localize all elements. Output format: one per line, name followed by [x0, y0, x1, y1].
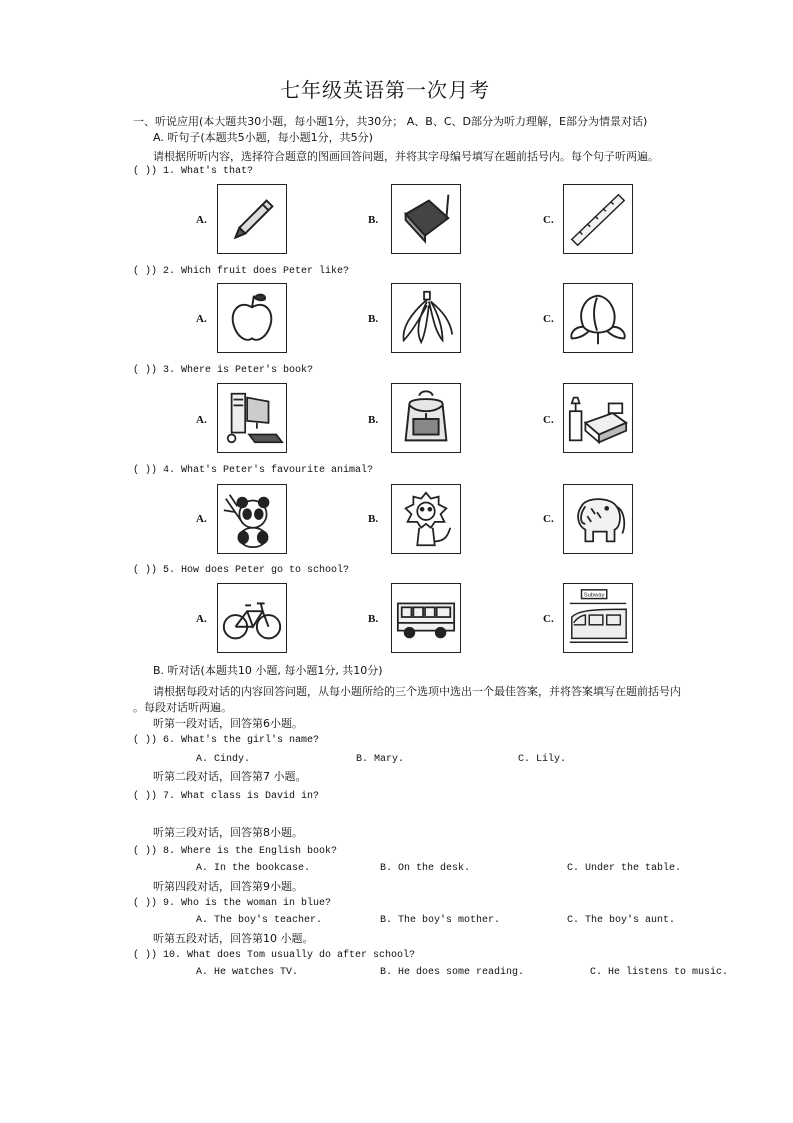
option-label: A.	[196, 613, 207, 625]
answer-blank[interactable]: ( )	[133, 365, 152, 376]
question-1: ( )) 1. What's that?	[133, 166, 254, 177]
bed-icon	[563, 383, 633, 453]
part-b-instruction: 请根据每段对话的内容回答问题，从每小题所给的三个选项中选出一个最佳答案，并将答案填写在题前括号内	[153, 685, 681, 698]
part-b-instruction-cont: 。每段对话听两遍。	[133, 701, 232, 714]
option-c: C. Lily.	[518, 754, 567, 765]
option-c: C. Under the table.	[567, 863, 682, 874]
option-label: C.	[543, 613, 554, 625]
ruler-icon	[563, 184, 633, 254]
answer-blank[interactable]: ( )	[133, 465, 152, 476]
eraser-icon	[391, 184, 461, 254]
page-title: 七年级英语第一次月考	[280, 78, 490, 102]
panda-icon	[217, 484, 287, 554]
question-5: ( )) 5. How does Peter go to school?	[133, 565, 350, 576]
option-c: C. The boy's aunt.	[567, 915, 676, 926]
question-2: ( )) 2. Which fruit does Peter like?	[133, 266, 350, 277]
question-9: ( )) 9. Who is the woman in blue?	[133, 898, 332, 909]
question-3: ( )) 3. Where is Peter's book?	[133, 365, 314, 376]
lion-icon	[391, 484, 461, 554]
part-b-title: B. 听对话(本题共10 小题, 每小题1分, 共10分)	[153, 664, 383, 677]
dialogue-lead: 听第四段对话，回答第9小题。	[153, 880, 303, 893]
schoolbag-icon	[391, 383, 461, 453]
option-label: C.	[543, 214, 554, 226]
dialogue-lead: 听第一段对话，回答第6小题。	[153, 717, 303, 730]
option-label: A.	[196, 414, 207, 426]
option-b: B. On the desk.	[380, 863, 471, 874]
subway-sign-text: Subway	[583, 592, 605, 599]
answer-blank[interactable]: ( )	[133, 898, 152, 909]
answer-blank[interactable]: ( )	[133, 846, 152, 857]
option-label: C.	[543, 414, 554, 426]
option-b: B. Mary.	[356, 754, 405, 765]
option-label: B.	[368, 613, 379, 625]
answer-blank[interactable]: ( )	[133, 950, 152, 961]
option-b: B. He does some reading.	[380, 967, 525, 978]
bus-icon	[391, 583, 461, 653]
option-label: A.	[196, 513, 207, 525]
option-a: A. Cindy.	[196, 754, 251, 765]
question-6: ( )) 6. What's the girl's name?	[133, 735, 320, 746]
option-a: A. The boy's teacher.	[196, 915, 323, 926]
option-label: C.	[543, 313, 554, 325]
option-label: B.	[368, 513, 379, 525]
option-label: B.	[368, 313, 379, 325]
answer-blank[interactable]: ( )	[133, 166, 152, 177]
option-label: B.	[368, 414, 379, 426]
pencil-icon	[217, 184, 287, 254]
bike-icon	[217, 583, 287, 653]
option-label: C.	[543, 513, 554, 525]
answer-blank[interactable]: ( )	[133, 565, 152, 576]
part-a-title: A. 听句子(本题共5小题，每小题1分，共5分)	[153, 131, 373, 144]
dialogue-lead: 听第三段对话，回答第8小题。	[153, 826, 303, 839]
banana-icon	[391, 283, 461, 353]
subway-icon	[563, 583, 633, 653]
question-4: ( )) 4. What's Peter's favourite animal?	[133, 465, 374, 476]
option-b: B. The boy's mother.	[380, 915, 501, 926]
answer-blank[interactable]: ( )	[133, 791, 152, 802]
question-8: ( )) 8. Where is the English book?	[133, 846, 338, 857]
option-label: A.	[196, 313, 207, 325]
apple-icon	[217, 283, 287, 353]
option-a: A. In the bookcase.	[196, 863, 311, 874]
option-label: B.	[368, 214, 379, 226]
section-header: 一、听说应用(本大题共30小题，每小题1分，共30分； A、B、C、D部分为听力理解，E部分为情景对话)	[133, 115, 648, 128]
computer-icon	[217, 383, 287, 453]
elephant-icon	[563, 484, 633, 554]
dialogue-lead: 听第五段对话，回答第10 小题。	[153, 932, 314, 945]
answer-blank[interactable]: ( )	[133, 266, 152, 277]
option-label: A.	[196, 214, 207, 226]
part-a-instruction: 请根据所听内容，选择符合题意的图画回答问题，并将其字母编号填写在题前括号内。每个句子听两遍。	[153, 150, 659, 163]
option-c: C. He listens to music.	[590, 967, 729, 978]
peach-icon	[563, 283, 633, 353]
question-7: ( )) 7. What class is David in?	[133, 791, 320, 802]
option-a: A. He watches TV.	[196, 967, 299, 978]
question-10: ( )) 10. What does Tom usually do after school?	[133, 950, 416, 961]
dialogue-lead: 听第二段对话，回答第7 小题。	[153, 770, 307, 783]
answer-blank[interactable]: ( )	[133, 735, 152, 746]
